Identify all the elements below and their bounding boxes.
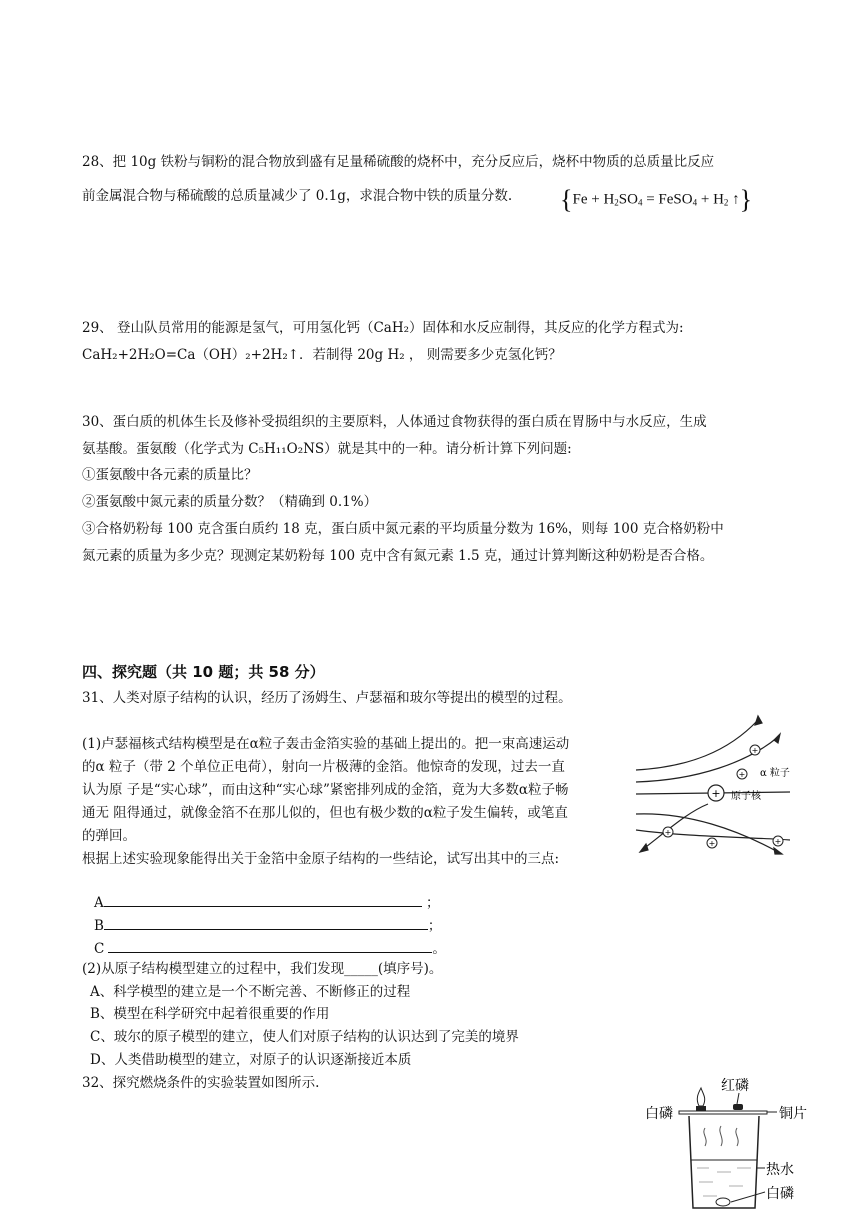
alpha-path-up bbox=[636, 720, 758, 770]
combustion-apparatus-figure bbox=[643, 1068, 813, 1216]
q31-p5: 的弹回。 bbox=[82, 828, 136, 844]
flame-icon bbox=[697, 1088, 704, 1106]
alpha-scattering-figure bbox=[628, 712, 798, 860]
svg-text:+: + bbox=[774, 837, 782, 846]
option-b: B、模型在科学研究中起着很重要的作用 bbox=[90, 1006, 330, 1022]
q31-p1: (1)卢瑟福核式结构模型是在α粒子轰击金箔实验的基础上提出的。把一束高速运动 bbox=[82, 736, 570, 752]
q31-p6: 根据上述实验现象能得出关于金箔中金原子结构的一些结论，试写出其中的三点: bbox=[82, 851, 560, 867]
brace-left-icon: { bbox=[560, 185, 573, 214]
q28-equation: {$Fe + H_2SO_4$ = FeSO$_4$ + $H_2$ ↑} bbox=[560, 185, 753, 214]
brace-right-icon: } bbox=[739, 185, 753, 214]
label-red-phosphorus: 红磷 bbox=[721, 1078, 749, 1094]
blank-c-row: C 。 bbox=[94, 941, 446, 957]
label-white-phosphorus-top: 白磷 bbox=[645, 1106, 673, 1122]
blank-a[interactable] bbox=[104, 893, 422, 907]
label-alpha: α 粒子 bbox=[760, 768, 790, 779]
q30-line6: 氮元素的质量为多少克？现测定某奶粉每 100 克中含有氮元素 1.5 克，通过计算判断这种奶粉是否合格。 bbox=[82, 548, 714, 564]
svg-text:+: + bbox=[738, 770, 746, 779]
q28-line2: 前金属混合物与稀硫酸的总质量减少了 0.1g，求混合物中铁的质量分数. bbox=[82, 188, 513, 204]
q31-p3: 认为原 子是“实心球”，而由这种“实心球”紧密排列成的金箔，竟为大多数α粒子畅 bbox=[82, 782, 569, 798]
label-copper: 铜片 bbox=[779, 1106, 807, 1122]
q31-part2: (2)从原子结构模型建立的过程中，我们发现_____(填序号)。 bbox=[82, 961, 443, 977]
q31-p4: 通无 阻得通过，就像金箔不在那儿似的，但也有极少数的α粒子发生偏转，或笔直 bbox=[82, 805, 568, 821]
label-hot-water: 热水 bbox=[766, 1162, 794, 1178]
q31-intro: 31、人类对原子结构的认识，经历了汤姆生、卢瑟福和玻尔等提出的模型的过程。 bbox=[82, 690, 572, 706]
blank-b[interactable] bbox=[104, 916, 428, 930]
q30-line5: ③合格奶粉每 100 克含蛋白质约 18 克，蛋白质中氮元素的平均质量分数为 16%，则每 100 克合格奶粉中 bbox=[82, 521, 724, 537]
q30-line1: 30、蛋白质的机体生长及修补受损组织的主要原料，人体通过食物获得的蛋白质在胃肠中与水反应，生成 bbox=[82, 414, 707, 430]
section-heading: 四、探究题（共 10 题；共 58 分） bbox=[82, 663, 325, 681]
q30-line2: 氨基酸。蛋氨酸（化学式为 C₅H₁₁O₂NS）就是其中的一种。请分析计算下列问题: bbox=[82, 441, 572, 457]
q30-line4: ②蛋氨酸中氮元素的质量分数？（精确到 0.1%） bbox=[82, 494, 378, 510]
label-white-phosphorus-bottom: 白磷 bbox=[766, 1186, 794, 1202]
q28-line1: 28、把 10g 铁粉与铜粉的混合物放到盛有足量稀硫酸的烧杯中，充分反应后，烧杯中物质的总质量比反应 bbox=[82, 154, 715, 170]
option-a: A、科学模型的建立是一个不断完善、不断修正的过程 bbox=[90, 984, 411, 1000]
q30-line3: ①蛋氨酸中各元素的质量比？ bbox=[82, 467, 258, 483]
blank-c[interactable] bbox=[108, 939, 432, 953]
q32-line1: 32、探究燃烧条件的实验装置如图所示. bbox=[82, 1075, 320, 1091]
option-d: D、人类借助模型的建立，对原子的认识逐渐接近本质 bbox=[90, 1052, 412, 1068]
blank-a-row: A ； bbox=[94, 895, 440, 911]
label-nucleus: 原子核 bbox=[731, 791, 761, 802]
svg-text:+: + bbox=[664, 828, 672, 837]
q31-p2: 的α 粒子（带 2 个单位正电荷），射向一片极薄的金箔。他惊奇的发现，过去一直 bbox=[82, 759, 565, 775]
option-c: C、玻尔的原子模型的建立，使人们对原子结构的认识达到了完美的境界 bbox=[90, 1029, 519, 1045]
q29-line2: CaH₂+2H₂O=Ca（OH）₂+2H₂↑．若制得 20g H₂ ， 则需要多少克氢化钙？ bbox=[82, 347, 562, 363]
blank-b-row: B ； bbox=[94, 918, 442, 934]
svg-text:+: + bbox=[708, 839, 716, 848]
svg-text:+: + bbox=[751, 746, 759, 755]
q29-line1: 29、 登山队员常用的能源是氢气，可用氢化钙（CaH₂）固体和水反应制得，其反应的化学方程式为: bbox=[82, 320, 684, 336]
svg-text:+: + bbox=[711, 787, 721, 800]
